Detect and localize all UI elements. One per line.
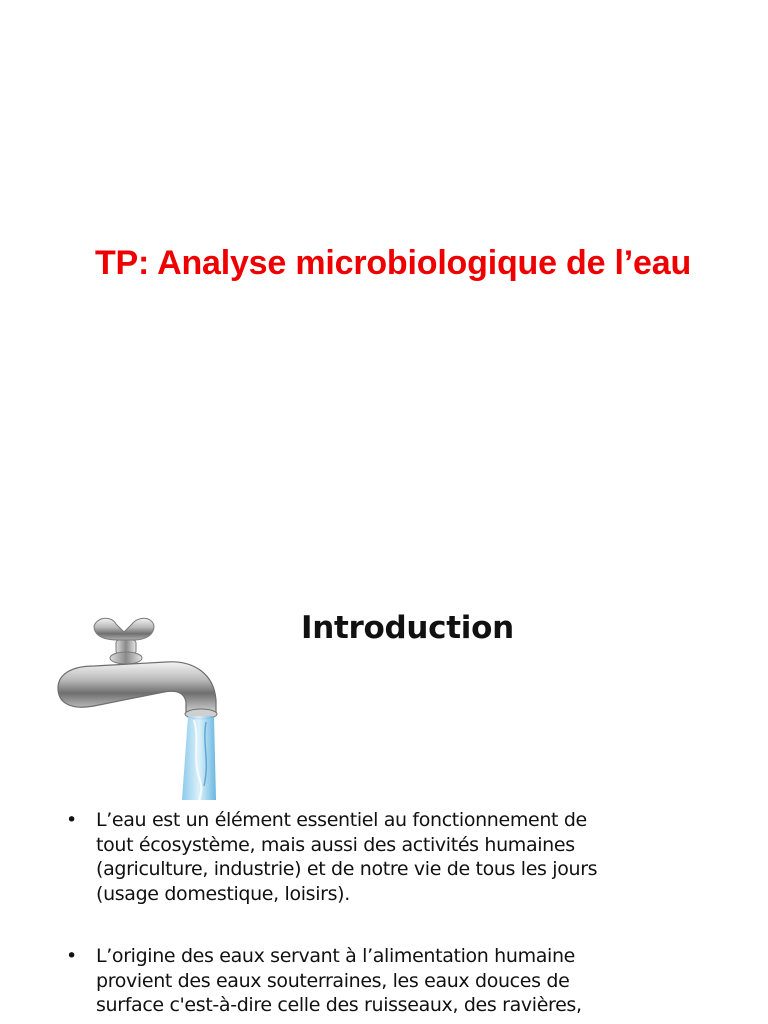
bullet-line: L’origine des eaux servant à l’alimentation humaine xyxy=(96,945,575,967)
section-heading: Introduction xyxy=(301,610,514,646)
bullet-line: (agriculture, industrie) et de notre vie de tous les jours xyxy=(96,858,598,880)
bullet-line: (usage domestique, loisirs). xyxy=(96,882,350,905)
bullet-dot-icon: • xyxy=(66,945,77,967)
bullet-item xyxy=(58,808,748,906)
bullet-item xyxy=(58,944,748,1018)
page-title: TP: Analyse microbiologique de l’eau xyxy=(94,244,692,282)
bullet-line: provient des eaux souterraines, les eaux douces de xyxy=(96,969,570,992)
bullet-list xyxy=(58,808,748,1024)
bullet-dot-icon: • xyxy=(66,809,77,831)
bullet-line: surface c'est-à-dire celle des ruisseaux, des ravières, xyxy=(96,994,582,1016)
bullet-line: tout écosystème, mais aussi des activités humaines xyxy=(96,833,575,856)
bullet-line: L’eau est un élément essentiel au fonctionnement de xyxy=(96,809,587,831)
water-faucet-icon xyxy=(54,610,226,800)
